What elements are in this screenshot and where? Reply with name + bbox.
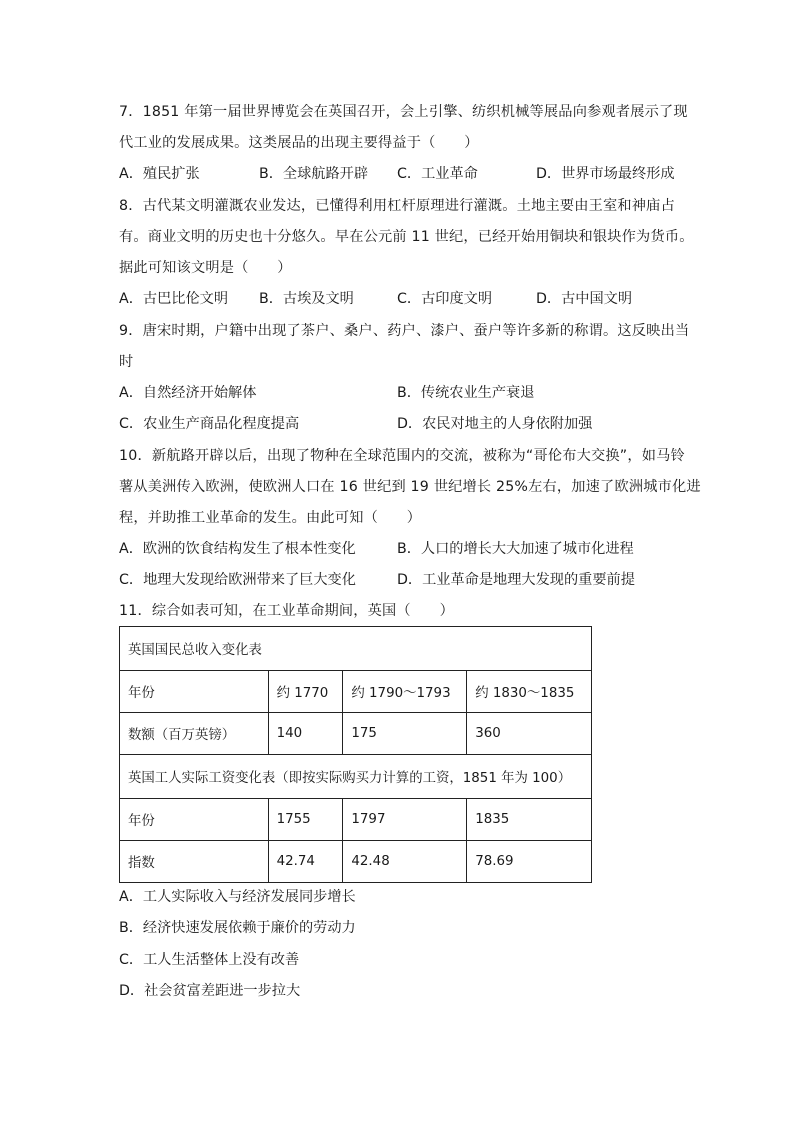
wage-year-cell: 1755 bbox=[268, 799, 343, 841]
q10-stem-line1: 10．新航路开辟以后，出现了物种在全球范围内的交流，被称为“哥伦布大交换”，如马铃 bbox=[119, 448, 685, 464]
q7-option-c: C．工业革命 bbox=[397, 166, 478, 182]
wage-index-cell: 42.48 bbox=[343, 841, 467, 883]
q8-stem-line3: 据此可知该文明是（ ） bbox=[119, 260, 292, 276]
income-wage-table bbox=[119, 626, 592, 883]
q10-option-c: C．地理大发现给欧洲带来了巨大变化 bbox=[119, 572, 356, 588]
wage-table-title: 英国工人实际工资变化表（即按实际购买力计算的工资，1851 年为 100） bbox=[120, 755, 592, 799]
q7-stem-line1: 7．1851 年第一届世界博览会在英国召开，会上引擎、纺织机械等展品向参观者展示了现 bbox=[119, 104, 688, 120]
q11-option-a: A．工人实际收入与经济发展同步增长 bbox=[119, 889, 356, 905]
q8-option-d: D．古中国文明 bbox=[536, 291, 633, 307]
q9-stem-line1: 9．唐宋时期，户籍中出现了茶户、桑户、药户、漆户、蚕户等许多新的称谓。这反映出当 bbox=[119, 323, 690, 339]
q11-option-c: C．工人生活整体上没有改善 bbox=[119, 952, 300, 968]
q10-option-b: B．人口的增长大大加速了城市化进程 bbox=[397, 541, 634, 557]
q8-option-b: B．古埃及文明 bbox=[259, 291, 354, 307]
wage-index-cell: 78.69 bbox=[467, 841, 592, 883]
income-amount-cell: 360 bbox=[467, 713, 592, 755]
q11-option-d: D．社会贫富差距进一步拉大 bbox=[119, 983, 301, 999]
q11-stem-line1: 11．综合如表可知，在工业革命期间，英国（ ） bbox=[119, 603, 454, 619]
q7-stem-line2: 代工业的发展成果。这类展品的出现主要得益于（ ） bbox=[119, 135, 479, 151]
q11-option-b: B．经济快速发展依赖于廉价的劳动力 bbox=[119, 920, 356, 936]
income-amount-label: 数额（百万英镑） bbox=[120, 713, 269, 755]
q10-option-a: A．欧洲的饮食结构发生了根本性变化 bbox=[119, 541, 356, 557]
income-amount-cell: 175 bbox=[343, 713, 467, 755]
q7-option-b: B．全球航路开辟 bbox=[259, 166, 369, 182]
wage-year-cell: 1835 bbox=[467, 799, 592, 841]
q9-option-a: A．自然经济开始解体 bbox=[119, 385, 257, 401]
q8-stem-line2: 有。商业文明的历史也十分悠久。早在公元前 11 世纪，已经开始用铜块和银块作为货币。 bbox=[119, 229, 694, 245]
q9-stem-line2: 时 bbox=[119, 354, 134, 370]
wage-index-label: 指数 bbox=[120, 841, 269, 883]
q7-option-d: D．世界市场最终形成 bbox=[536, 166, 675, 182]
q9-option-d: D．农民对地主的人身依附加强 bbox=[397, 416, 593, 432]
q10-stem-line2: 薯从美洲传入欧洲，使欧洲人口在 16 世纪到 19 世纪增长 25%左右，加速了欧洲城市化进 bbox=[119, 479, 701, 495]
q8-option-a: A．古巴比伦文明 bbox=[119, 291, 229, 307]
q10-stem-line3: 程，并助推工业革命的发生。由此可知（ ） bbox=[119, 510, 422, 526]
q9-option-c: C．农业生产商品化程度提高 bbox=[119, 416, 300, 432]
income-year-cell: 约 1770 bbox=[268, 671, 343, 713]
wage-index-cell: 42.74 bbox=[268, 841, 343, 883]
income-table-title: 英国国民总收入变化表 bbox=[120, 627, 592, 671]
income-amount-cell: 140 bbox=[268, 713, 343, 755]
q8-option-c: C．古印度文明 bbox=[397, 291, 493, 307]
q7-option-a: A．殖民扩张 bbox=[119, 166, 200, 182]
income-year-cell: 约 1830～1835 bbox=[467, 671, 592, 713]
income-year-label: 年份 bbox=[120, 671, 269, 713]
q9-option-b: B．传统农业生产衰退 bbox=[397, 385, 535, 401]
wage-year-cell: 1797 bbox=[343, 799, 467, 841]
wage-year-label: 年份 bbox=[120, 799, 269, 841]
q10-option-d: D．工业革命是地理大发现的重要前提 bbox=[397, 572, 635, 588]
q8-stem-line1: 8．古代某文明灌溉农业发达，已懂得利用杠杆原理进行灌溉。土地主要由王室和神庙占 bbox=[119, 198, 675, 214]
income-year-cell: 约 1790～1793 bbox=[343, 671, 467, 713]
